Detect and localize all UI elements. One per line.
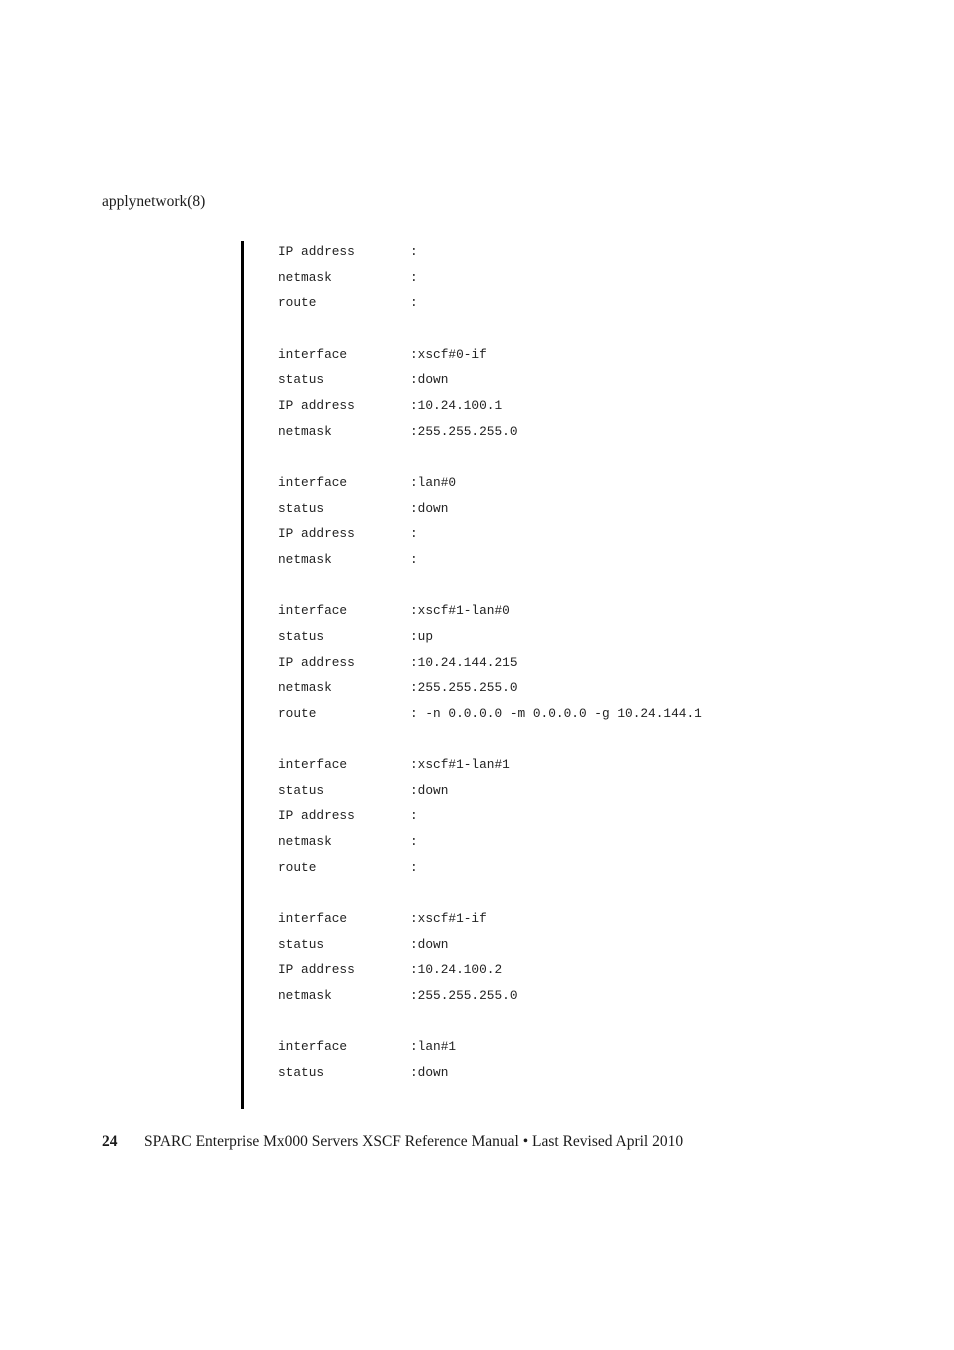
code-line (278, 654, 702, 680)
code-field-name: IP address (278, 808, 355, 824)
code-field-name: netmask (278, 423, 332, 439)
code-line (278, 525, 702, 551)
code-line (278, 1013, 702, 1039)
code-line (278, 371, 702, 397)
code-field-value: : (410, 526, 418, 542)
code-field-value: : (410, 859, 418, 875)
code-line (278, 397, 702, 423)
code-field-name: interface (278, 603, 348, 619)
code-line (278, 833, 702, 859)
code-line (278, 1064, 702, 1090)
page-number: 24 (102, 1133, 118, 1150)
code-line (278, 936, 702, 962)
code-line (278, 448, 702, 474)
code-line (278, 423, 702, 449)
code-field-value: :255.255.255.0 (410, 680, 518, 696)
code-line (278, 294, 702, 320)
code-field-name: status (278, 500, 325, 516)
code-field-value: : (410, 834, 418, 850)
code-field-name (278, 1013, 410, 1039)
code-field-name: IP address (278, 244, 355, 259)
code-field-value: :up (410, 628, 434, 644)
code-field-name: netmask (278, 988, 332, 1004)
code-field-name: status (278, 628, 325, 644)
code-field-value: : (410, 269, 418, 285)
code-line (278, 602, 702, 628)
code-field-value: :xscf#1-lan#0 (410, 603, 510, 619)
code-field-name: IP address (278, 397, 355, 413)
code-field-value: :down (410, 782, 449, 798)
code-line (278, 346, 702, 372)
code-line (278, 705, 702, 731)
code-line (278, 500, 702, 526)
code-field-name: route (278, 295, 317, 311)
code-field-value: : -n 0.0.0.0 -m 0.0.0.0 -g 10.24.144.1 (410, 705, 702, 721)
code-field-name: status (278, 936, 325, 952)
code-field-value: :10.24.144.215 (410, 654, 518, 670)
code-field-name: interface (278, 474, 348, 490)
code-line (278, 243, 702, 269)
code-field-value: :10.24.100.2 (410, 962, 503, 978)
code-line (278, 910, 702, 936)
code-line (278, 628, 702, 654)
running-header: applynetwork(8) (102, 193, 206, 210)
code-field-value: :down (410, 936, 449, 952)
code-field-name: status (278, 1065, 325, 1080)
code-field-value: :down (410, 1065, 449, 1080)
code-field-value: :10.24.100.1 (410, 397, 503, 413)
code-line (278, 730, 702, 756)
code-line (278, 961, 702, 987)
code-field-name: status (278, 372, 325, 388)
code-field-value: :lan#0 (410, 474, 457, 490)
code-field-name: netmask (278, 551, 332, 567)
code-field-name: netmask (278, 834, 332, 850)
code-field-name: status (278, 782, 325, 798)
code-field-value: : (410, 808, 418, 824)
code-field-name (278, 577, 410, 603)
code-field-value: :down (410, 372, 449, 388)
code-field-value: :xscf#1-lan#1 (410, 757, 510, 773)
code-line (278, 1038, 702, 1064)
code-field-name: interface (278, 346, 348, 362)
code-field-name (278, 448, 410, 474)
code-line (278, 756, 702, 782)
code-field-name: netmask (278, 269, 332, 285)
code-field-name: interface (278, 1039, 348, 1055)
code-line (278, 987, 702, 1013)
code-line (278, 551, 702, 577)
code-field-name: netmask (278, 680, 332, 696)
code-field-value: : (410, 551, 418, 567)
code-field-name: IP address (278, 654, 355, 670)
code-line (278, 679, 702, 705)
footer-title: SPARC Enterprise Mx000 Servers XSCF Reference Manual • Last Revised April 2010 (144, 1133, 684, 1150)
code-line (278, 577, 702, 603)
code-line (278, 807, 702, 833)
code-line (278, 859, 702, 885)
code-field-name (278, 320, 410, 346)
code-line (278, 269, 702, 295)
code-field-value: :255.255.255.0 (410, 423, 518, 439)
code-field-value: :down (410, 500, 449, 516)
code-field-value: :xscf#0-if (410, 346, 487, 362)
code-field-value: : (410, 295, 418, 311)
code-field-value: :xscf#1-if (410, 911, 487, 927)
code-field-name: IP address (278, 526, 355, 542)
code-block (278, 243, 702, 1090)
code-field-value: :255.255.255.0 (410, 988, 518, 1004)
code-field-name: interface (278, 911, 348, 927)
code-line (278, 782, 702, 808)
code-field-value: :lan#1 (410, 1039, 457, 1055)
code-field-name (278, 884, 410, 910)
code-field-name: interface (278, 757, 348, 773)
code-field-name: IP address (278, 962, 355, 978)
code-block-rule (241, 241, 244, 1109)
code-line (278, 320, 702, 346)
code-field-name: route (278, 859, 317, 875)
code-line (278, 474, 702, 500)
code-line (278, 884, 702, 910)
code-field-name: route (278, 705, 317, 721)
code-field-value: : (410, 244, 418, 259)
code-field-name (278, 730, 410, 756)
